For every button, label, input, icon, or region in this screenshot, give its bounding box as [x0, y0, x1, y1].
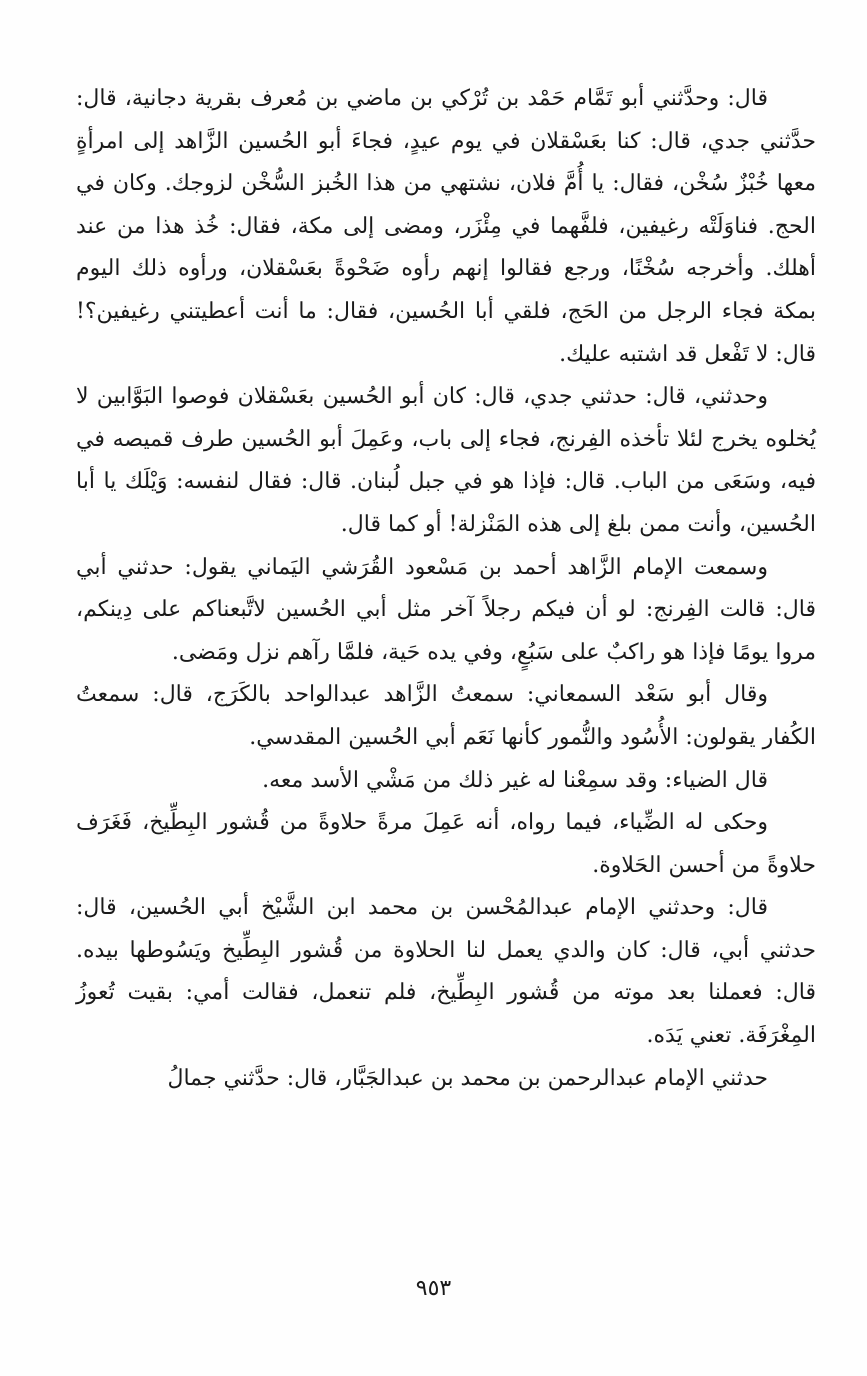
- paragraph-3: وسمعت الإمام الزَّاهد أحمد بن مَسْعود القُرَشي اليَماني يقول: حدثني أبي قال: قالت الفِرنج: لو أن فيكم رجلاً آخر مثل أبي الحُسين لاتَّبعناكم على دِينكم، مروا يومًا فإذا هو راكبٌ على سَبُعٍ، وفي يده حَية، فلمَّا رآهم نزل ومَضى.: [76, 554, 816, 665]
- main-text: [76, 78, 816, 1100]
- paragraph-2: وحدثني، قال: حدثني جدي، قال: كان أبو الحُسين بعَسْقلان فوصوا البَوَّابين لا يُخلوه يخرج لئلا تأخذه الفِرنج، فجاء إلى باب، وعَمِلَ أبو الحُسين طرف قميصه في فيه، وسَعَى من الباب. قال: فإذا هو في جبل لُبنان. قال: فقال لنفسه: وَيْلَك يا أبا الحُسين، وأنت ممن بلغ إلى هذه المَنْزلة! أو كما قال.: [76, 384, 816, 537]
- page-number: ٩٥٣: [415, 1276, 452, 1301]
- paragraph-4: وقال أبو سَعْد السمعاني: سمعتُ الزَّاهد عبدالواحد بالكَرَج، قال: سمعتُ الكُفار يقولون: الأُسُود والنُّمور كأنها نَعَم أبي الحُسين المقدسي.: [76, 682, 816, 750]
- paragraph-5: قال الضياء: وقد سمِعْنا له غير ذلك من مَشْي الأسد معه.: [262, 767, 768, 793]
- paragraph-6: وحكى له الضِّياء، فيما رواه، أنه عَمِلَ مرةً حلاوةً من قُشور البِطِّيخ، فَغَرَف حلاوةً من أحسن الحَلاوة.: [76, 810, 816, 878]
- paragraph-1: قال: وحدَّثني أبو تَمَّام حَمْد بن تُرْكي بن ماضي بن مُعرف بقرية دجانية، قال: حدَّثني جدي، قال: كنا بعَسْقلان في يوم عيدٍ، فجاءَ أبو الحُسين الزَّاهد إلى امرأةٍ معها خُبْزٌ سُخْن، فقال: يا أُمَّ فلان، نشتهي من هذا الخُبز السُّخْن لزوجك. وكان في الحج. فناوَلَتْه رغيفين، فلفَّهما في مِئْزَر، ومضى إلى مكة، فقال: خُذ هذا من عند أهلك. وأخرجه سُخْنًا، ورجع فقالوا إنهم رأوه ضَحْوةً بعَسْقلان، ورأوه ذلك اليوم بمكة فجاء الرجل من الحَج، فلقي أبا الحُسين، فقال: ما أنت أعطيتني رغيفين؟! قال: لا تَفْعل قد اشتبه عليك.: [76, 86, 816, 367]
- paragraph-7: قال: وحدثني الإمام عبدالمُحْسن بن محمد ابن الشَّيْخ أبي الحُسين، قال: حدثني أبي، قال: كان والدي يعمل لنا الحلاوة من قُشور البِطِّيخ ويَسُوطها بيده. قال: فعملنا بعد موته من قُشور البِطِّيخ، فلم تنعمل، فقالت أمي: بقيت تُعوزُ المِغْرَفَة. تعني يَدَه.: [76, 895, 816, 1049]
- paragraph-8: حدثني الإمام عبدالرحمن بن محمد بن عبدالجَبَّار، قال: حدَّثني جمالُ: [167, 1065, 768, 1091]
